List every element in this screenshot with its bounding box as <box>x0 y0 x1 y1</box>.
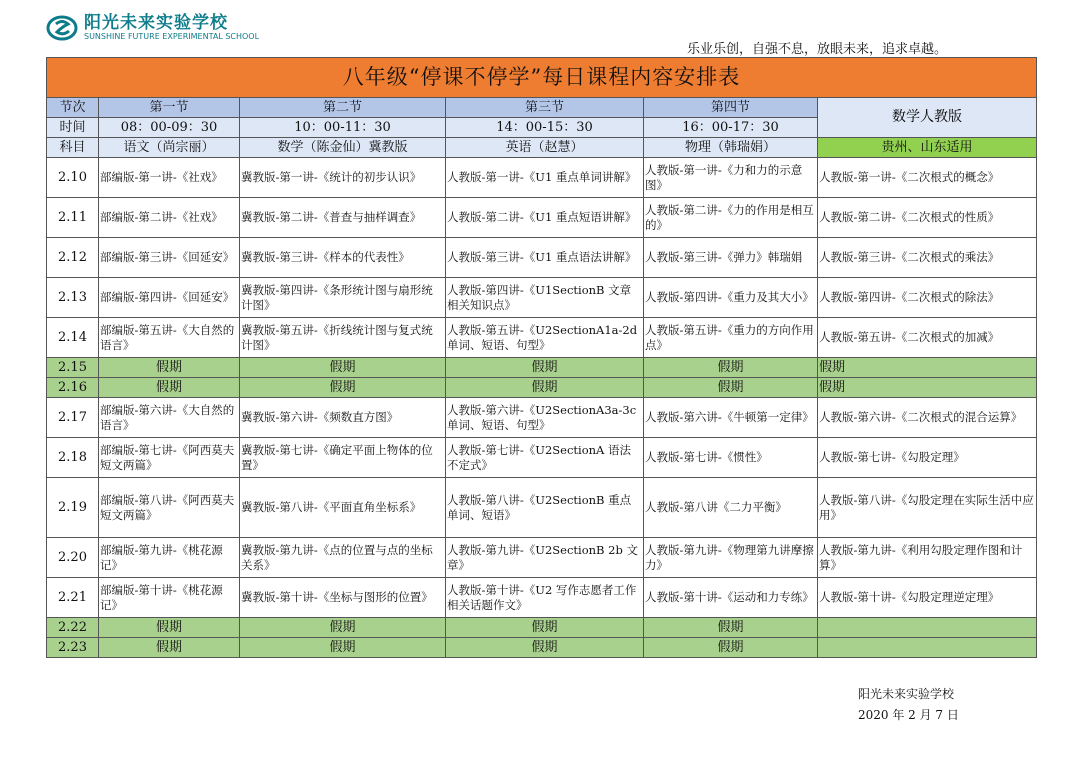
period-4: 第四节 <box>644 98 818 118</box>
subject-label: 科目 <box>47 138 99 158</box>
school-name-cn: 阳光未来实验学校 <box>84 13 228 33</box>
lesson-cell: 人教版-第三讲-《U1 重点语法讲解》 <box>446 238 644 278</box>
holiday-cell: 假期 <box>99 638 240 658</box>
lesson-cell: 人教版-第二讲-《U1 重点短语讲解》 <box>446 198 644 238</box>
table-row <box>47 278 1037 318</box>
lesson-cell: 人教版-第一讲-《U1 重点单词讲解》 <box>446 158 644 198</box>
lesson-cell: 人教版-第七讲-《U2SectionA 语法不定式》 <box>446 438 644 478</box>
table-title: 八年级“停课不停学”每日课程内容安排表 <box>47 58 1037 98</box>
time-label: 时间 <box>47 118 99 138</box>
lesson-cell: 部编版-第十讲-《桃花源记》 <box>99 578 240 618</box>
holiday-cell: 假期 <box>99 378 240 398</box>
table-row <box>47 198 1037 238</box>
row-date: 2.12 <box>47 238 99 278</box>
lesson-cell: 部编版-第八讲-《阿西莫夫短文两篇》 <box>99 478 240 538</box>
row-date: 2.21 <box>47 578 99 618</box>
lesson-cell: 冀教版-第八讲-《平面直角坐标系》 <box>240 478 446 538</box>
holiday-cell: 假期 <box>644 358 818 378</box>
lesson-cell: 冀教版-第四讲-《条形统计图与扇形统计图》 <box>240 278 446 318</box>
holiday-row <box>47 358 1037 378</box>
holiday-row <box>47 638 1037 658</box>
lesson-cell: 人教版-第三讲-《弹力》韩瑞娟 <box>644 238 818 278</box>
lesson-cell: 部编版-第一讲-《社戏》 <box>99 158 240 198</box>
lesson-cell: 人教版-第二讲-《二次根式的性质》 <box>818 198 1037 238</box>
lesson-cell: 人教版-第十讲-《运动和力专练》 <box>644 578 818 618</box>
lesson-cell: 人教版-第九讲-《利用勾股定理作图和计算》 <box>818 538 1037 578</box>
lesson-cell: 冀教版-第十讲-《坐标与图形的位置》 <box>240 578 446 618</box>
lesson-cell: 部编版-第六讲-《大自然的语言》 <box>99 398 240 438</box>
lesson-cell: 人教版-第九讲-《物理第九讲摩擦力》 <box>644 538 818 578</box>
table-row <box>47 318 1037 358</box>
holiday-row <box>47 618 1037 638</box>
time-1: 08：00-09：30 <box>99 118 240 138</box>
lesson-cell: 人教版-第五讲-《U2SectionA1a-2d 单词、短语、句型》 <box>446 318 644 358</box>
holiday-cell: 假期 <box>446 378 644 398</box>
math-edition-label: 数学人教版 <box>818 98 1037 138</box>
empty-cell <box>818 618 1037 638</box>
period-2: 第二节 <box>240 98 446 118</box>
lesson-cell: 人教版-第十讲-《勾股定理逆定理》 <box>818 578 1037 618</box>
lesson-cell: 冀教版-第一讲-《统计的初步认识》 <box>240 158 446 198</box>
lesson-cell: 部编版-第四讲-《回延安》 <box>99 278 240 318</box>
lesson-cell: 人教版-第五讲-《二次根式的加减》 <box>818 318 1037 358</box>
lesson-cell: 人教版-第八讲-《U2SectionB 重点单词、短语》 <box>446 478 644 538</box>
school-name-en: SUNSHINE FUTURE EXPERIMENTAL SCHOOL <box>84 32 260 41</box>
lesson-cell: 人教版-第八讲-《勾股定理在实际生活中应用》 <box>818 478 1037 538</box>
empty-cell <box>818 638 1037 658</box>
footer <box>858 684 959 726</box>
table-row <box>47 478 1037 538</box>
holiday-cell: 假期 <box>240 638 446 658</box>
holiday-cell: 假期 <box>240 618 446 638</box>
lesson-cell: 冀教版-第七讲-《确定平面上物体的位置》 <box>240 438 446 478</box>
lesson-cell: 人教版-第七讲-《勾股定理》 <box>818 438 1037 478</box>
school-motto: 乐业乐创，自强不息，放眼未来，追求卓越。 <box>686 42 947 57</box>
table-row <box>47 158 1037 198</box>
lesson-cell: 人教版-第六讲-《U2SectionA3a-3c 单词、短语、句型》 <box>446 398 644 438</box>
subject-2: 数学（陈金仙）冀教版 <box>240 138 446 158</box>
table-row <box>47 238 1037 278</box>
holiday-cell: 假期 <box>644 378 818 398</box>
row-date: 2.23 <box>47 638 99 658</box>
row-date: 2.10 <box>47 158 99 198</box>
lesson-cell: 部编版-第二讲-《社戏》 <box>99 198 240 238</box>
row-date: 2.22 <box>47 618 99 638</box>
lesson-cell: 冀教版-第二讲-《普查与抽样调查》 <box>240 198 446 238</box>
lesson-cell: 人教版-第一讲-《力和力的示意图》 <box>644 158 818 198</box>
table-row <box>47 398 1037 438</box>
time-4: 16：00-17：30 <box>644 118 818 138</box>
period-label: 节次 <box>47 98 99 118</box>
holiday-row <box>47 378 1037 398</box>
row-date: 2.20 <box>47 538 99 578</box>
row-date: 2.14 <box>47 318 99 358</box>
holiday-cell: 假期 <box>240 378 446 398</box>
time-3: 14：00-15：30 <box>446 118 644 138</box>
holiday-cell: 假期 <box>99 358 240 378</box>
lesson-cell: 人教版-第二讲-《力的作用是相互的》 <box>644 198 818 238</box>
row-date: 2.13 <box>47 278 99 318</box>
lesson-cell: 冀教版-第五讲-《折线统计图与复式统计图》 <box>240 318 446 358</box>
holiday-cell: 假期 <box>240 358 446 378</box>
holiday-cell: 假期 <box>818 378 1037 398</box>
subject-3: 英语（赵慧） <box>446 138 644 158</box>
holiday-cell: 假期 <box>99 618 240 638</box>
row-date: 2.15 <box>47 358 99 378</box>
lesson-cell: 人教版-第五讲-《重力的方向作用点》 <box>644 318 818 358</box>
holiday-cell: 假期 <box>446 618 644 638</box>
row-date: 2.17 <box>47 398 99 438</box>
lesson-cell: 部编版-第三讲-《回延安》 <box>99 238 240 278</box>
schedule-table <box>46 57 1037 658</box>
period-3: 第三节 <box>446 98 644 118</box>
subject-1: 语文（尚宗丽） <box>99 138 240 158</box>
row-date: 2.16 <box>47 378 99 398</box>
lesson-cell: 人教版-第八讲《二力平衡》 <box>644 478 818 538</box>
lesson-cell: 部编版-第七讲-《阿西莫夫短文两篇》 <box>99 438 240 478</box>
row-date: 2.11 <box>47 198 99 238</box>
table-row <box>47 538 1037 578</box>
subject-4: 物理（韩瑞娟） <box>644 138 818 158</box>
holiday-cell: 假期 <box>446 638 644 658</box>
footer-date: 2020 年 2 月 7 日 <box>858 708 959 722</box>
lesson-cell: 部编版-第五讲-《大自然的语言》 <box>99 318 240 358</box>
lesson-cell: 部编版-第九讲-《桃花源记》 <box>99 538 240 578</box>
lesson-cell: 人教版-第四讲-《U1SectionB 文章相关知识点》 <box>446 278 644 318</box>
lesson-cell: 人教版-第九讲-《U2SectionB 2b 文章》 <box>446 538 644 578</box>
holiday-cell: 假期 <box>644 618 818 638</box>
table-row <box>47 438 1037 478</box>
lesson-cell: 人教版-第三讲-《二次根式的乘法》 <box>818 238 1037 278</box>
lesson-cell: 冀教版-第六讲-《频数直方图》 <box>240 398 446 438</box>
row-date: 2.18 <box>47 438 99 478</box>
lesson-cell: 人教版-第一讲-《二次根式的概念》 <box>818 158 1037 198</box>
table-row <box>47 578 1037 618</box>
lesson-cell: 人教版-第四讲-《二次根式的除法》 <box>818 278 1037 318</box>
math-regions-label: 贵州、山东适用 <box>818 138 1037 158</box>
lesson-cell: 人教版-第六讲-《牛顿第一定律》 <box>644 398 818 438</box>
lesson-cell: 人教版-第七讲-《惯性》 <box>644 438 818 478</box>
lesson-cell: 冀教版-第九讲-《点的位置与点的坐标关系》 <box>240 538 446 578</box>
holiday-cell: 假期 <box>446 358 644 378</box>
lesson-cell: 人教版-第十讲-《U2 写作志愿者工作相关话题作文》 <box>446 578 644 618</box>
school-logo-icon <box>46 15 78 41</box>
holiday-cell: 假期 <box>818 358 1037 378</box>
lesson-cell: 人教版-第六讲-《二次根式的混合运算》 <box>818 398 1037 438</box>
time-2: 10：00-11：30 <box>240 118 446 138</box>
footer-school: 阳光未来实验学校 <box>858 687 955 701</box>
row-date: 2.19 <box>47 478 99 538</box>
school-logo <box>46 14 259 42</box>
lesson-cell: 人教版-第四讲-《重力及其大小》 <box>644 278 818 318</box>
period-1: 第一节 <box>99 98 240 118</box>
holiday-cell: 假期 <box>644 638 818 658</box>
lesson-cell: 冀教版-第三讲-《样本的代表性》 <box>240 238 446 278</box>
